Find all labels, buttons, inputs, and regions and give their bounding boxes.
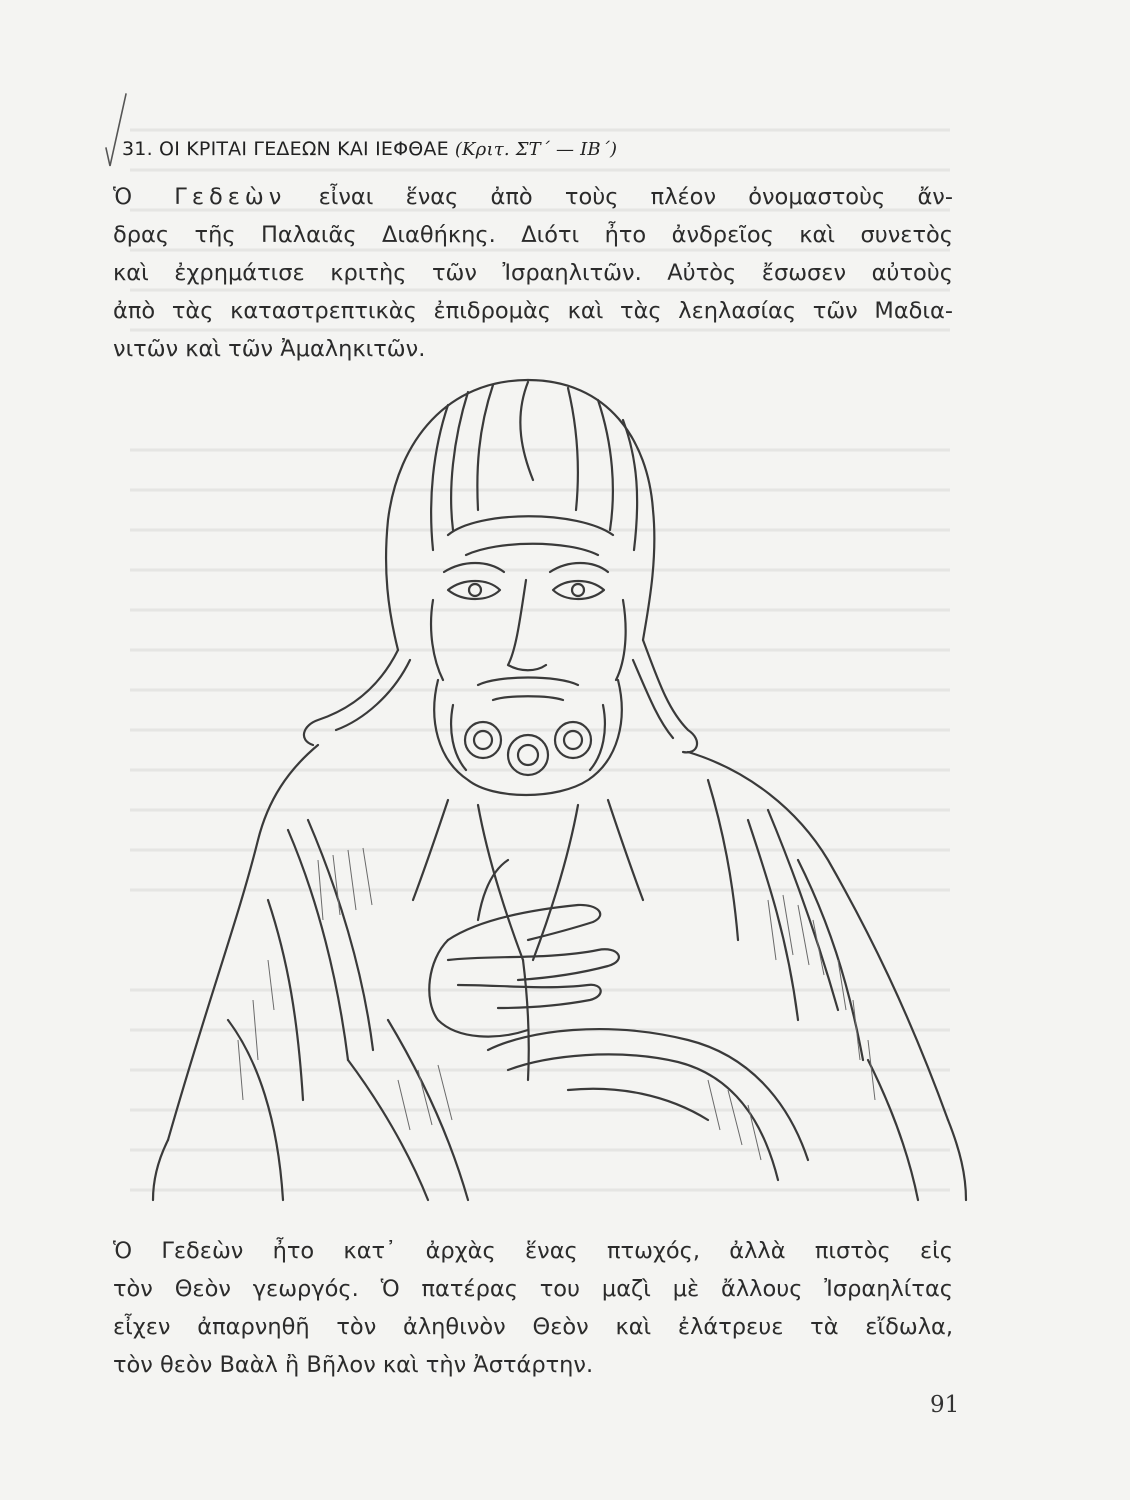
text-line-rest: εἶναι ἕνας ἀπὸ τοὺς πλέον ὀνομαστοὺς ἄν- bbox=[318, 184, 953, 210]
text-line: εἶχεν ἀπαρνηθῆ τὸν ἀληθινὸν Θεὸν καὶ ἐλάτρευε τὰ εἴδωλα, bbox=[113, 1314, 953, 1340]
text-line bbox=[113, 178, 953, 216]
text-line: νιτῶν καὶ τῶν Ἀμαληκιτῶν. bbox=[113, 336, 426, 362]
section-title: 31. ΟΙ ΚΡΙΤΑΙ ΓΕΔΕΩΝ ΚΑΙ ΙΕΦΘΑΕ bbox=[122, 138, 449, 160]
paragraph-gideon-origins bbox=[113, 1232, 953, 1384]
text-line: τὸν θεὸν Βαὰλ ἢ Βῆλον καὶ τὴν Ἀστάρτην. bbox=[113, 1352, 594, 1378]
text-line: ἀπὸ τὰς καταστρεπτικὰς ἐπιδρομὰς καὶ τὰς λεηλασίας τῶν Μαδια- bbox=[113, 298, 953, 324]
text-line: Ὁ Γεδεὼν ἦτο κατ᾿ ἀρχὰς ἕνας πτωχός, ἀλλὰ πιστὸς εἰς bbox=[113, 1238, 953, 1264]
page-number: 91 bbox=[930, 1392, 960, 1418]
text-line: τὸν Θεὸν γεωργός. Ὁ πατέρας του μαζὶ μὲ ἄλλους Ἰσραηλίτας bbox=[113, 1276, 953, 1302]
emphasized-name: Ὁ Γεδεὼν bbox=[113, 184, 287, 210]
text-line: δρας τῆς Παλαιᾶς Διαθήκης. Διότι ἦτο ἀνδρεῖος καὶ συνετὸς bbox=[113, 222, 953, 248]
scripture-reference: (Κριτ. ΣΤ΄ — ΙΒ΄) bbox=[454, 139, 618, 160]
paragraph-intro bbox=[113, 178, 953, 368]
section-heading bbox=[122, 138, 617, 160]
gideon-portrait-engraving-icon bbox=[148, 360, 968, 1205]
text-line: καὶ ἐχρημάτισε κριτὴς τῶν Ἰσραηλιτῶν. Αὐτὸς ἔσωσεν αὐτοὺς bbox=[113, 260, 953, 286]
